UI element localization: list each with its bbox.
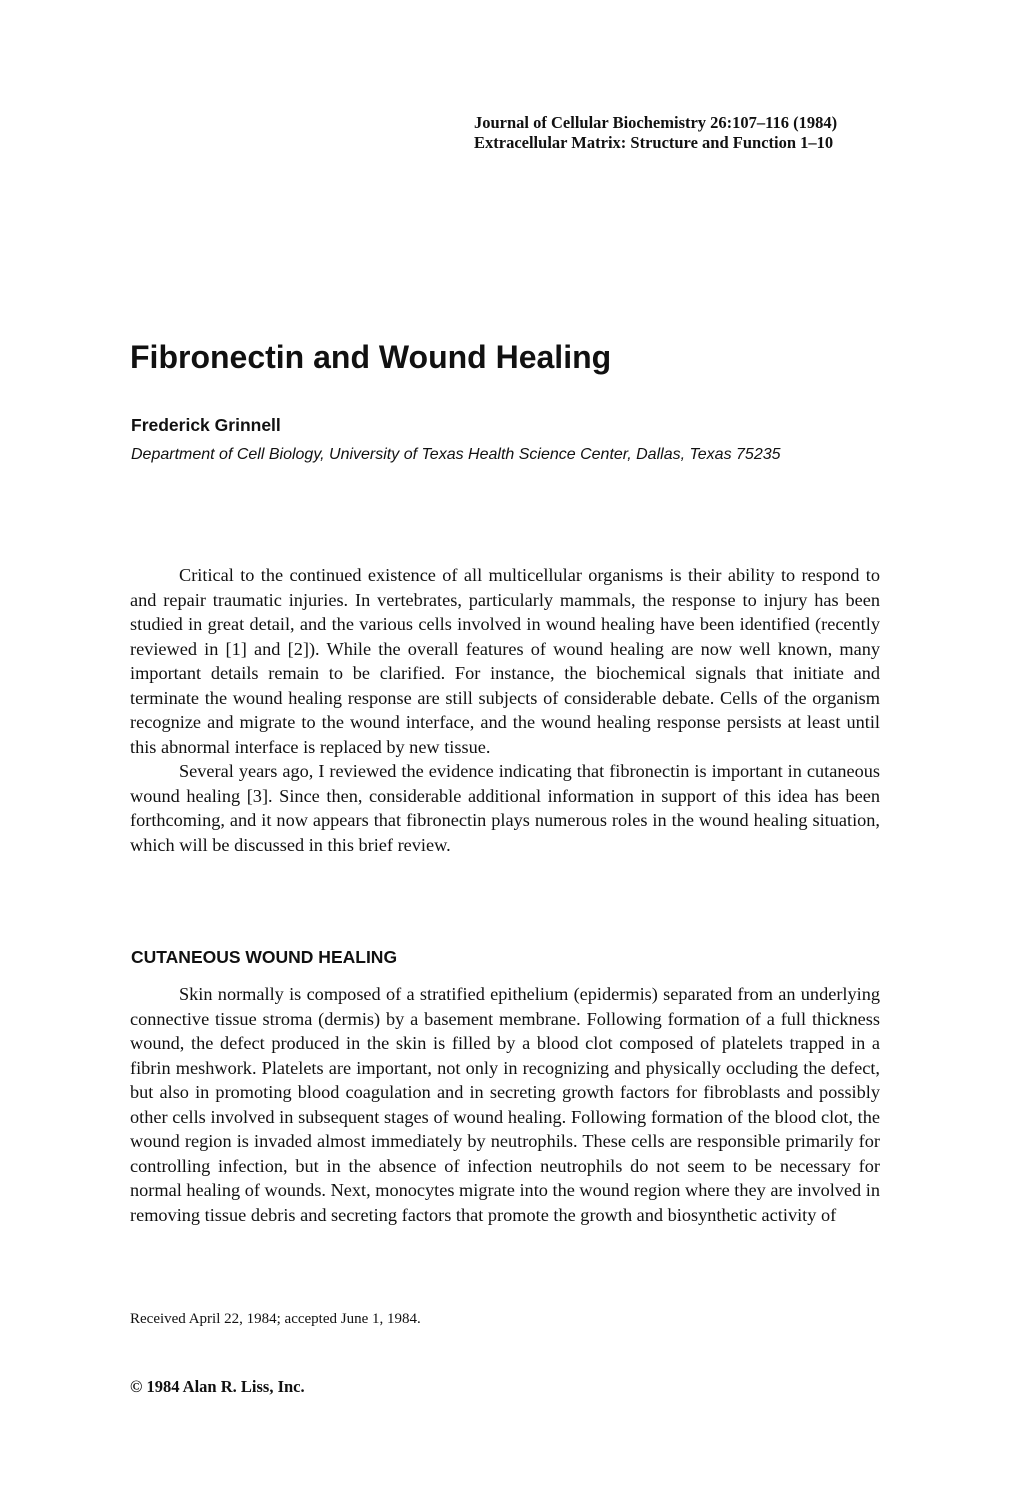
article-title: Fibronectin and Wound Healing: [130, 339, 612, 375]
body-paragraph: Skin normally is composed of a stratified epithelium (epidermis) separated from an underlying connective tissue stroma (dermis) by a basement membrane. Following formation of a full thickness wound, the defect produced in the skin is filled by a blood clot composed of platelets trapped in a fibrin meshwork. Platelets are important, not only in recognizing and physically occluding the defect, but also in promoting blood coagulation and in secreting growth factors for fibroblasts and possibly other cells involved in subsequent stages of wound healing. Following formation of the blood clot, the wound region is invaded almost immediately by neutrophils. These cells are responsible primarily for controlling infection, but in the absence of infection neutrophils do not seem to be necessary for normal healing of wounds. Next, monocytes migrate into the wound region where they are involved in removing tissue debris and secreting factors that promote the growth and biosynthetic activity of: [130, 984, 880, 1225]
author-name: Frederick Grinnell: [131, 415, 281, 435]
introduction: [130, 563, 880, 857]
section-body: [130, 982, 880, 1227]
body-paragraph: Critical to the continued existence of all multicellular organisms is their ability to respond to and repair traumatic injuries. In vertebrates, particularly mammals, the response to injury has been studied in great detail, and the various cells involved in wound healing have been identified (recently reviewed in [1] and [2]). While the overall features of wound healing are now well known, many important details remain to be clarified. For instance, the biochemical signals that initiate and terminate the wound healing response are still subjects of considerable debate. Cells of the organism recognize and migrate to the wound interface, and the wound healing response persists at least until this abnormal interface is replaced by new tissue.: [130, 565, 880, 757]
received-footnote: Received April 22, 1984; accepted June 1, 1984.: [130, 1311, 421, 1327]
journal-header: [474, 113, 837, 153]
author-affiliation: Department of Cell Biology, University of Texas Health Science Center, Dallas, Texas 75235: [131, 446, 781, 463]
body-paragraph: Several years ago, I reviewed the evidence indicating that fibronectin is important in cutaneous wound healing [3]. Since then, considerable additional information in support of this idea has been forthcoming, and it now appears that fibronectin plays numerous roles in the wound healing situation, which will be discussed in this brief review.: [130, 761, 880, 855]
copyright-notice: © 1984 Alan R. Liss, Inc.: [130, 1377, 305, 1396]
section-heading: CUTANEOUS WOUND HEALING: [131, 947, 398, 967]
journal-series: Extracellular Matrix: Structure and Function 1–10: [474, 133, 834, 152]
journal-citation: Journal of Cellular Biochemistry 26:107–116 (1984): [474, 113, 838, 132]
